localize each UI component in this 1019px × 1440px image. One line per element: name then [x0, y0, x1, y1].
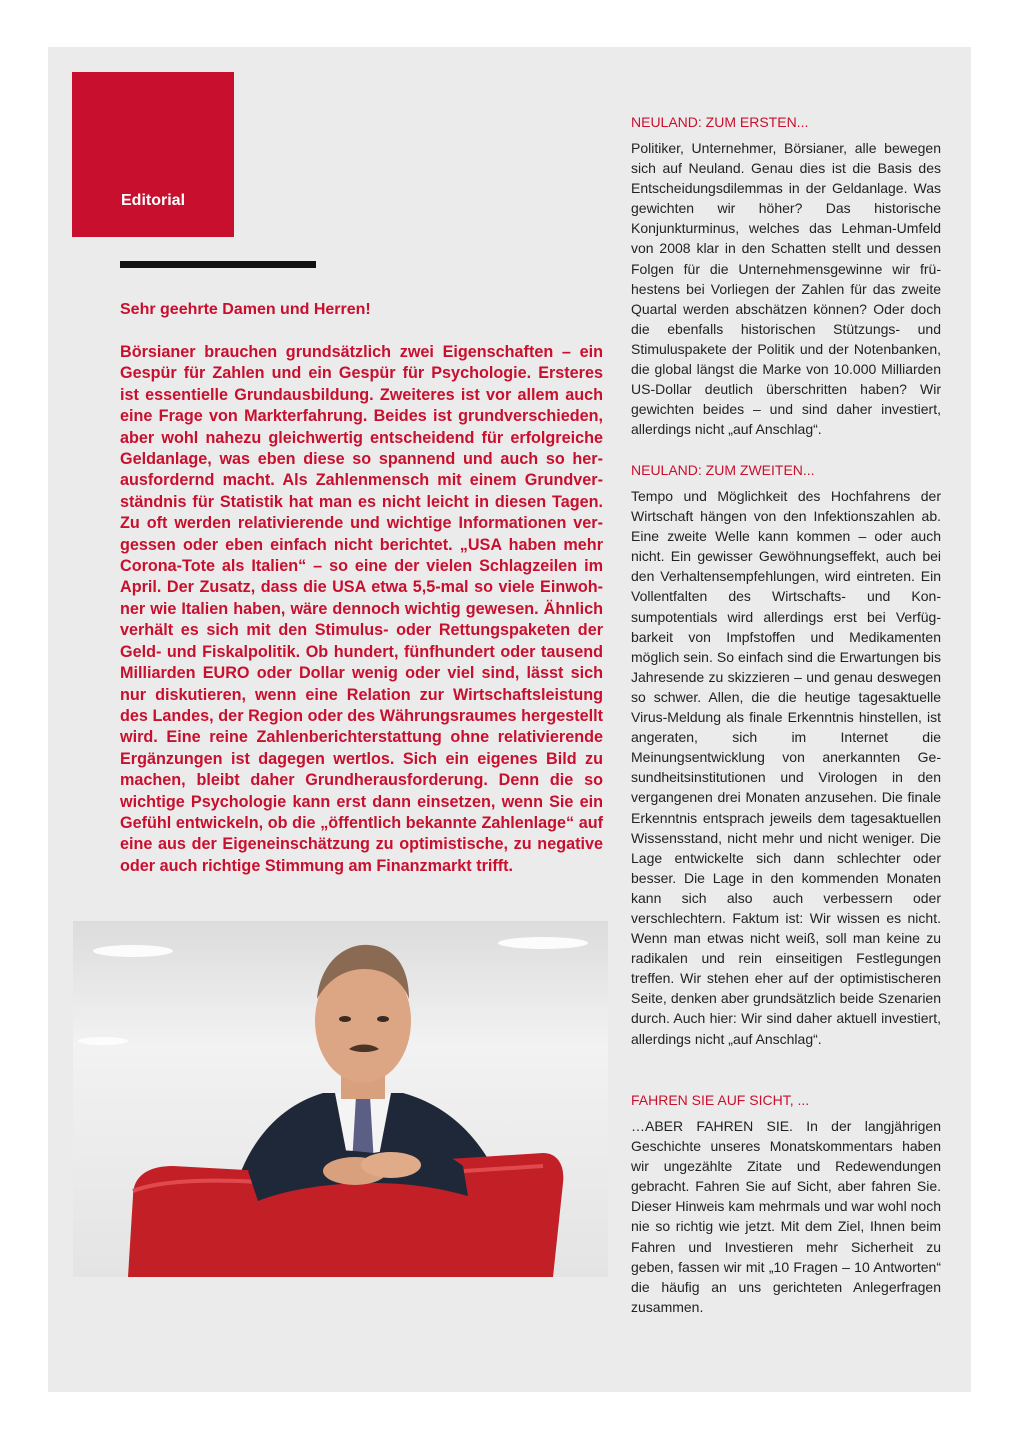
section-body-3: …ABER FAHREN SIE. In der langjährigen Geschichte unseres Monatskommentars haben wir ungezählte Zitate und Redewendungen gebracht. Fahren Sie auf Sicht, aber fahren Sie. Dieser Hinweis kam mehrmals und war wohl noch nie so richtig wie jetzt. Mit dem Ziel, Ihnen beim Fahren und Investieren mehr Sicherheit zu geben, fassen wir mit „10 Fragen – 10 Antworten“ die häufig an uns gerichteten Anlegerfragen zusammen.: [631, 1118, 941, 1315]
editorial-lead-text: Börsianer brauchen grundsätzlich zwei Eigenschaften – ein Gespür für Zahlen und ein Gespür für Psychologie. Ersteres ist essentielle Grundausbildung. Zweiteres ist vor allem auch eine Frage von Markterfahrung. Beides ist grundverschieden, aber wohl nahezu gleichwertig entscheidend für erfolgreiche Geldanlage, was eben diese so spannend und auch so herausfordernd macht. Als Zahlenmensch mit einem Grundverständnis für Statistik hat man es nicht leicht in diesen Tagen. Zu oft werden relativierende und wichtige Informationen vergessen oder eben einfach nicht berichtet. „USA haben mehr Corona-Tote als Italien“ – so eine der vielen Schlagzeilen im April. Der Zusatz, dass die USA etwa 5,5-mal so viele Einwohner wie Italien haben, wäre dennoch wichtig gewesen. Ähnlich verhält es sich mit den Stimulus- oder Rettungspaketen der Geld- und Fiskalpolitik. Ob hundert, fünfhundert oder tausend Milliarden EURO oder Dollar wenig oder viel sind, lässt sich nur diskutieren, wenn eine Relation zur Wirtschaftsleistung des Landes, der Region oder des Währungsraumes hergestellt wird. Eine reine Zahlenberichterstattung ohne relativierende Ergänzungen ist dagegen wertlos. Sich ein eigenes Bild zu machen, bleibt daher Grundherausforderung. Denn die so wichtige Psychologie kann erst dann einsetzen, wenn Sie ein Gefühl entwickeln, ob die „öffentlich bekannte Zahlenlage“ auf eine aus der Eigeneinschätzung zu optimistische, zu negative oder auch richtige Stimmung am Finanzmarkt trifft.: [120, 343, 603, 875]
author-photo-illustration: [73, 921, 608, 1277]
author-photo: [73, 921, 608, 1277]
section-heading-2: NEULAND: ZUM ZWEITEN...: [631, 462, 815, 478]
section-heading-3: FAHREN SIE AUF SICHT, ...: [631, 1092, 810, 1108]
section-body-1: Politiker, Unternehmer, Börsianer, alle bewegen sich auf Neuland. Genau dies ist die Basis des Entscheidungsdilemmas in der Geldanlage. Was gewichten wir höher? Das historische Konjunkturminus, welches das Lehman-Umfeld von 2008 klar in den Schatten stellt und dessen Folgen für die Unternehmensgewinne wir frühestens bei Vorliegen der Zahlen für das zweite Quartal werden abschätzen können? Oder doch die ebenfalls historischen Stützungs- und Stimuluspakete der Politik und der Notenbanken, die global längst die Marke von 10.000 Milliarden US-Dollar deutlich überschritten haben? Wir gewichten beides – und sind daher investiert, allerdings nicht „auf Anschlag“.: [631, 140, 941, 438]
section-heading-1: NEULAND: ZUM ERSTEN...: [631, 114, 809, 130]
editorial-tag: [72, 72, 234, 237]
section-body-2: Tempo und Möglichkeit des Hochfahrens der Wirtschaft hängen von den Infektionszahlen ab. Eine zweite Welle kann kommen – oder auch nicht. Ein gewisser Gewöhnungseffekt, auch bei den Verhaltensempfehlungen, wird eintreten. Ein Vollentfalten des Wirtschafts- und Konsumpotentials wird allerdings erst bei Verfügbarkeit von Impfstoffen und Medikamenten möglich sein. So einfach sind die Erwartungen bis Jahresende zu skizzieren – und genau deswegen so schwer. Allen, die die heutige tagesaktuelle Virus-Meldung als finale Erkenntnis hinstellen, ist angeraten, sich im Internet die Meinungsentwicklung von anerkannten Gesundheitsinstitutionen und Virologen in den vergangenen drei Monaten anzusehen. Die finale Erkenntnis entsprach jeweils dem tagesaktuellen Wissensstand, nicht mehr und nicht weniger. Die Lage entwickelte sich dann schlechter oder besser. Die Lage in den kommenden Monaten kann sich also auch verbessern oder verschlechtern. Faktum ist: Wir wissen es nicht. Wenn man etwas nicht weiß, soll man keine zu radikalen und rein einseitigen Festlegungen treffen. Wir stehen eher auf der optimistischeren Seite, denken aber grundsätzlich beide Szenarien durch. Auch hier: Wir sind daher aktuell investiert, allerdings nicht „auf Anschlag“.: [631, 488, 941, 1047]
editorial-tag-label: Editorial: [121, 192, 186, 209]
divider-rule: [120, 261, 316, 268]
salutation: Sehr geehrte Damen und Herren!: [120, 301, 371, 318]
